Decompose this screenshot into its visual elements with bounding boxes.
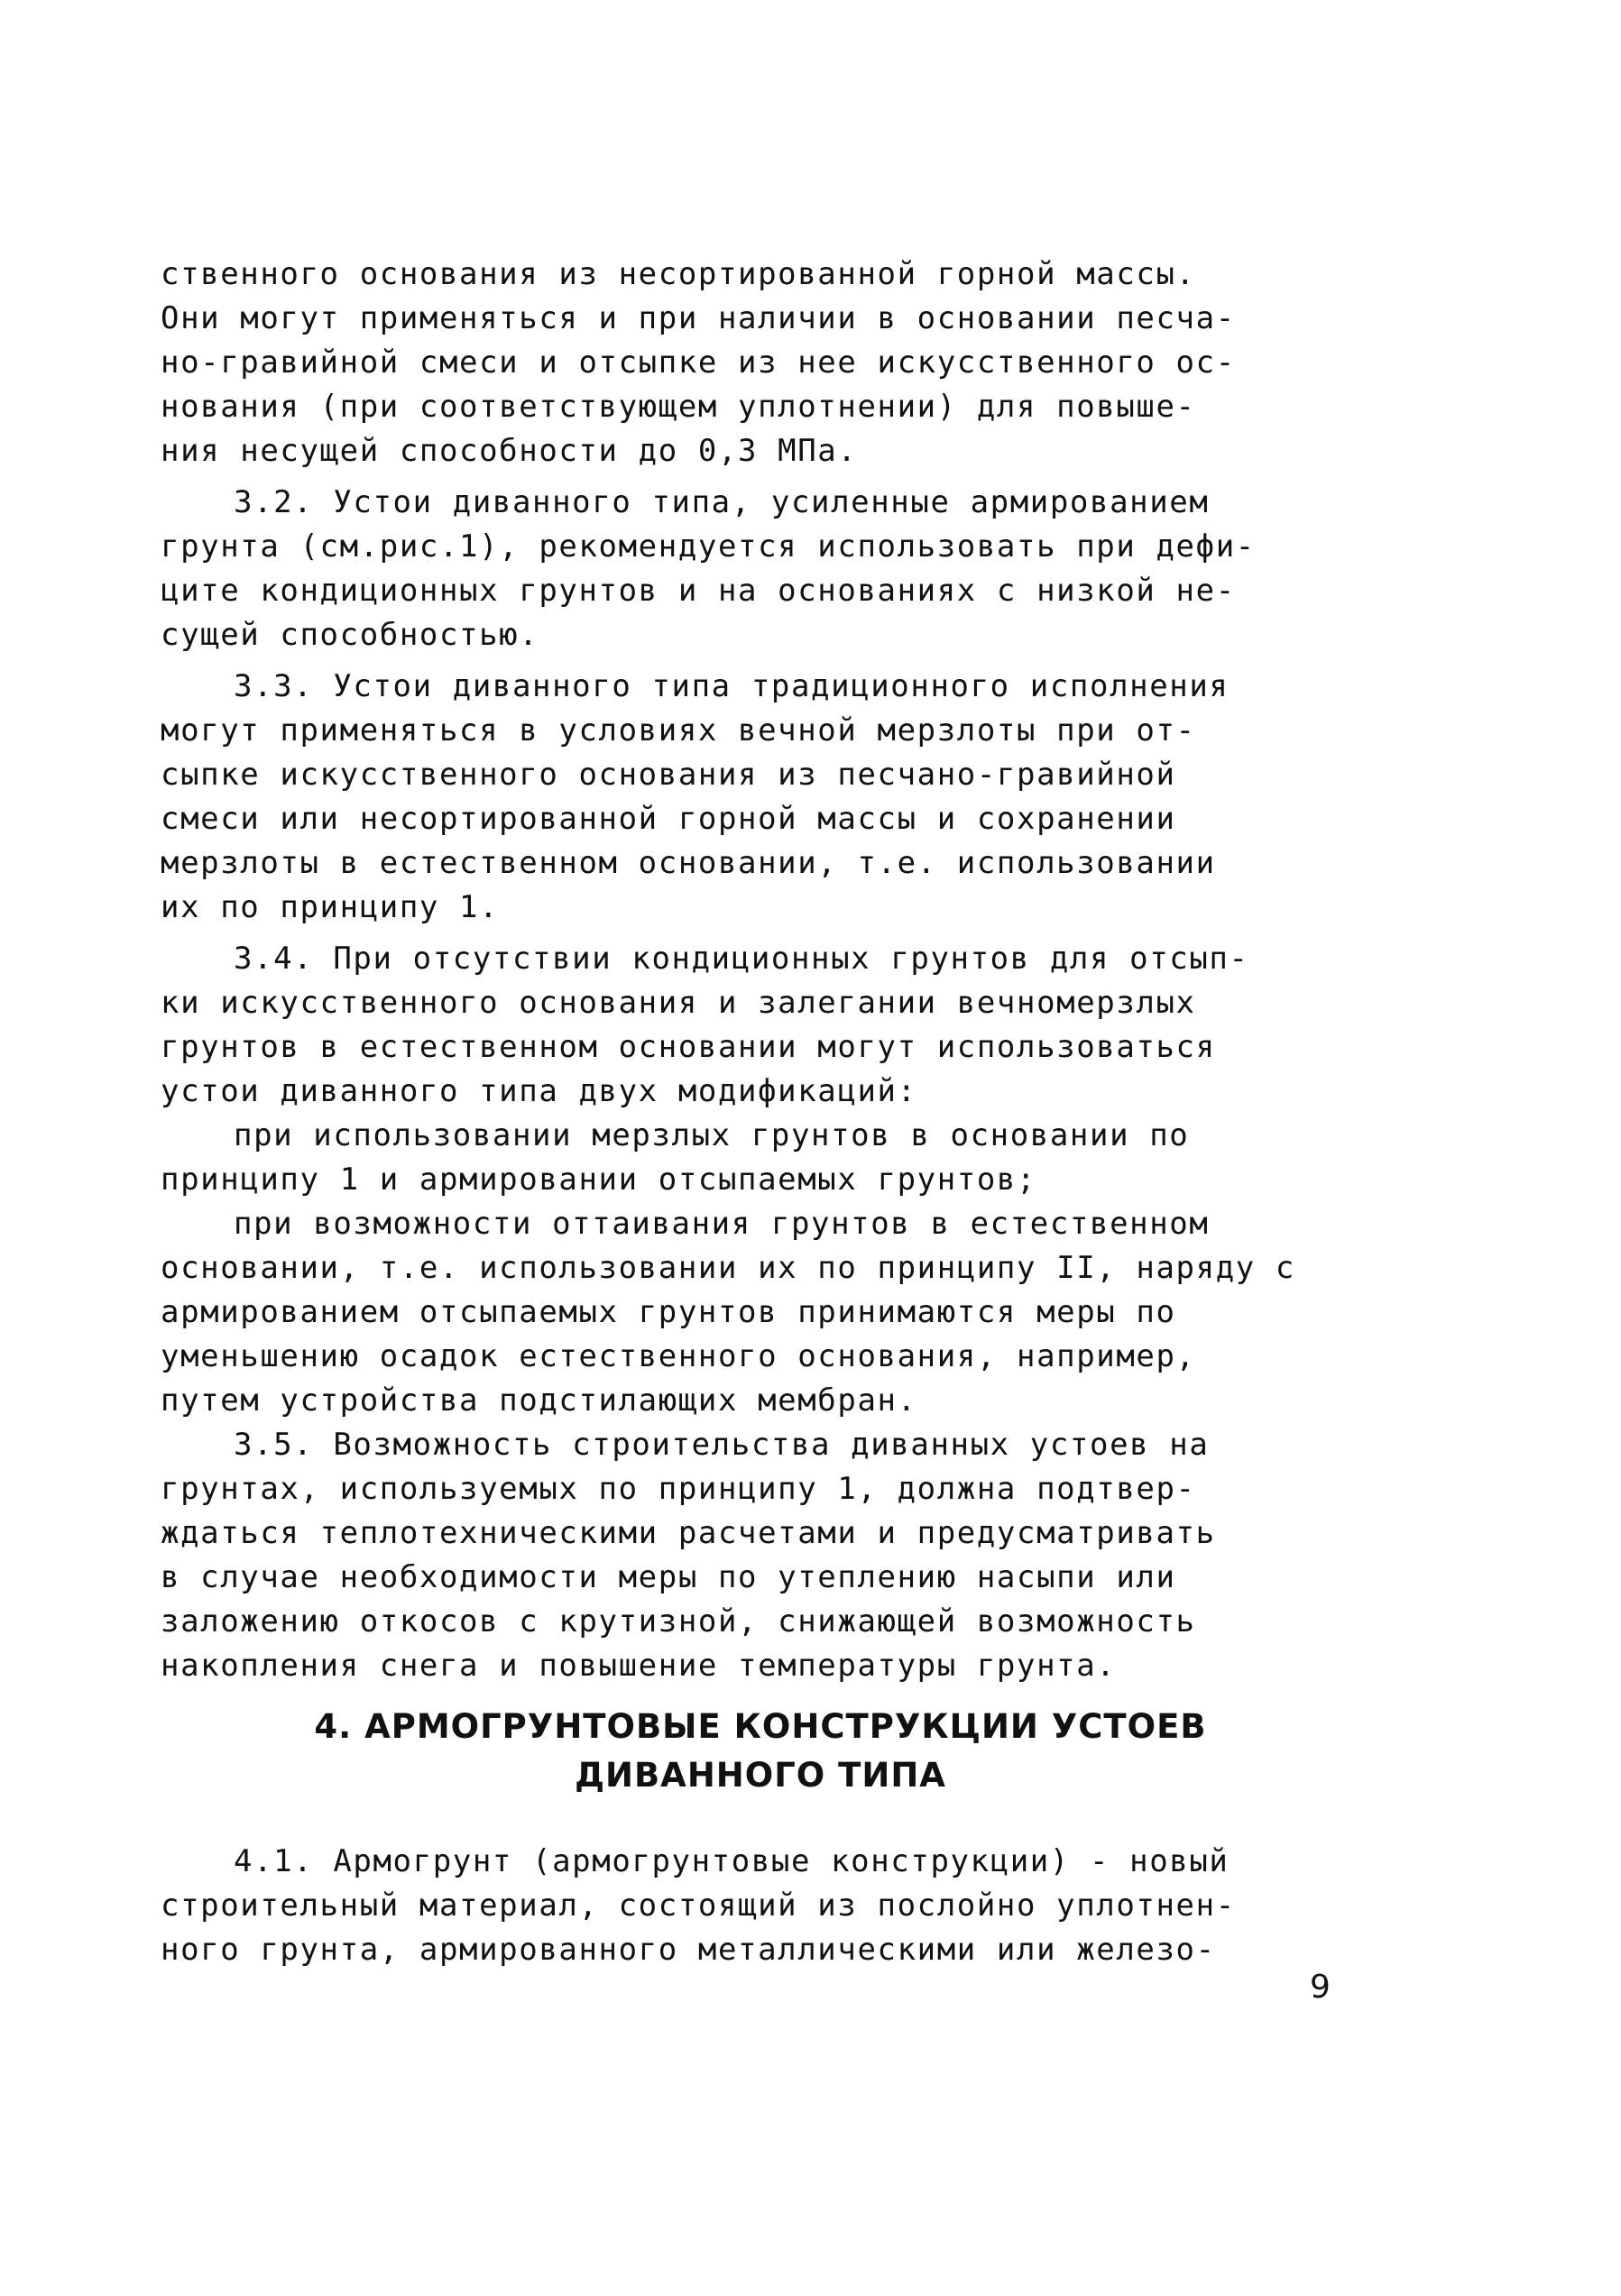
- text-line: но-гравийной смеси и отсыпке из нее искусственного ос-: [161, 344, 1236, 381]
- text-line: 3.5. Возможность строительства диванных устоев на: [234, 1427, 1210, 1463]
- section-heading-line-2: ДИВАННОГО ТИПА: [575, 1756, 946, 1795]
- text-line: принципу 1 и армировании отсыпаемых грунтов;: [161, 1162, 1037, 1198]
- text-line: 4.1. Армогрунт (армогрунтовые конструкции) - новый: [234, 1843, 1230, 1879]
- text-line: ждаться теплотехническими расчетами и предусматривать: [161, 1515, 1216, 1551]
- text-line: сыпке искусственного основания из песчано-гравийной: [161, 757, 1176, 793]
- paragraph-3-2: [161, 481, 1360, 657]
- text-line: грунтах, используемых по принципу 1, должна подтвер-: [161, 1471, 1196, 1507]
- paragraph-continued: [161, 253, 1360, 473]
- paragraph-3-5: [161, 1423, 1360, 1688]
- text-line: ного грунта, армированного металлическими или железо-: [161, 1932, 1216, 1968]
- text-line: основании, т.е. использовании их по принципу II, наряду с: [161, 1250, 1295, 1286]
- text-line: сущей способностью.: [161, 617, 539, 653]
- text-line: накопления снега и повышение температуры грунта.: [161, 1648, 1117, 1684]
- text-line: заложению откосов с крутизной, снижающей возможность: [161, 1603, 1196, 1639]
- text-line: Они могут применяться и при наличии в основании песча-: [161, 300, 1236, 336]
- text-line: смеси или несортированной горной массы и сохранении: [161, 801, 1176, 837]
- text-line: 3.2. Устои диванного типа, усиленные армированием: [234, 484, 1210, 520]
- section-4-text: [161, 1840, 1360, 1972]
- text-line: путем устройства подстилающих мембран.: [161, 1382, 917, 1419]
- text-line: могут применяться в условиях вечной мерзлоты при от-: [161, 712, 1196, 748]
- text-line: в случае необходимости меры по утеплению насыпи или: [161, 1559, 1176, 1595]
- text-line: устои диванного типа двух модификаций:: [161, 1073, 917, 1109]
- text-line: при возможности оттаивания грунтов в естественном: [234, 1206, 1210, 1242]
- text-line: грунтов в естественном основании могут использоваться: [161, 1029, 1216, 1065]
- paragraph-modification-2: [161, 1202, 1360, 1423]
- text-line: уменьшению осадок естественного основания, например,: [161, 1338, 1196, 1374]
- body-text: [161, 253, 1360, 1688]
- text-line: их по принципу 1.: [161, 889, 500, 925]
- text-line: грунта (см.рис.1), рекомендуется использовать при дефи-: [161, 528, 1256, 565]
- paragraph-3-3: [161, 665, 1360, 930]
- text-line: ците кондиционных грунтов и на основаниях с низкой не-: [161, 573, 1236, 609]
- section-heading: [161, 1703, 1360, 1800]
- text-line: ки искусственного основания и залегании вечномерзлых: [161, 985, 1196, 1021]
- page-number: 9: [1310, 1969, 1331, 2006]
- text-line: ния несущей способности до 0,3 МПа.: [161, 433, 858, 469]
- text-line: ственного основания из несортированной горной массы.: [161, 256, 1196, 292]
- text-line: армированием отсыпаемых грунтов принимаются меры по: [161, 1294, 1176, 1330]
- text-line: строительный материал, состоящий из послойно уплотнен-: [161, 1887, 1236, 1924]
- text-line: 3.3. Устои диванного типа традиционного исполнения: [234, 668, 1230, 704]
- paragraph-3-4: [161, 937, 1360, 1114]
- text-line: нования (при соответствующем уплотнении) для повыше-: [161, 389, 1196, 425]
- paragraph-modification-1: [161, 1114, 1360, 1202]
- section-heading-line-1: 4. АРМОГРУНТОВЫЕ КОНСТРУКЦИИ УСТОЕВ: [314, 1707, 1207, 1746]
- text-line: мерзлоты в естественном основании, т.е. использовании: [161, 845, 1216, 881]
- text-line: 3.4. При отсутствии кондиционных грунтов для отсып-: [234, 941, 1249, 977]
- text-line: при использовании мерзлых грунтов в основании по: [234, 1117, 1190, 1153]
